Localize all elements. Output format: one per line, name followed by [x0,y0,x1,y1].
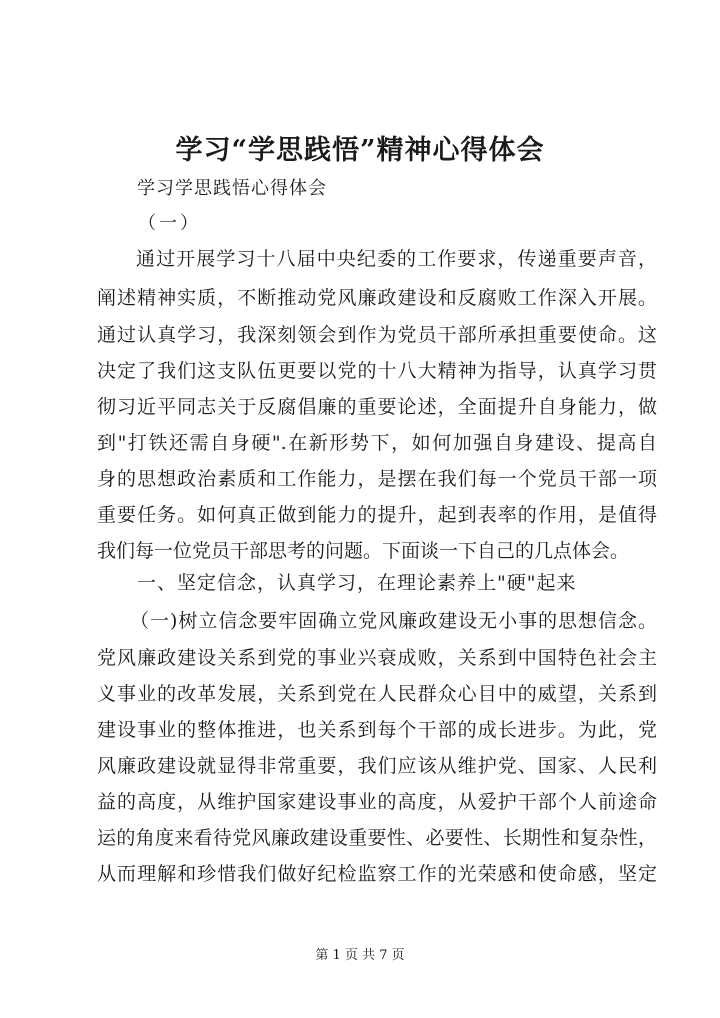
document-subtitle: 学习学思践悟心得体会 [137,178,327,199]
paragraph1-line: 通过开展学习十八届中央纪委的工作要求，传递重要声音， [136,248,657,270]
paragraph1-line: 阐述精神实质，不断推动党风廉政建设和反腐败工作深入开展。 [97,287,657,309]
paragraph1-line: 我们每一位党员干部思考的问题。下面谈一下自己的几点体会。 [97,540,630,562]
page-number: 第 1 页 共 7 页 [315,948,405,963]
paragraph1-line: 身的思想政治素质和工作能力，是摆在我们每一个党员干部一项 [97,468,657,490]
paragraph1-line: 到"打铁还需自身硬".在新形势下，如何加强自身建设、提高自 [97,432,657,454]
paragraph2-line: 益的高度，从维护国家建设事业的高度，从爱护干部个人前途命 [97,791,657,813]
paragraph2-line: 义事业的改革发展，关系到党在人民群众心目中的威望，关系到 [97,683,657,705]
section-heading: 一、坚定信念，认真学习，在理论素养上"硬"起来 [137,572,577,594]
paragraph1-line: 彻习近平同志关于反腐倡廉的重要论述，全面提升自身能力，做 [97,396,657,418]
section-mark: （一） [138,213,201,234]
document-title: 学习“学思践悟”精神心得体会 [175,135,545,166]
paragraph2-line: 风廉政建设就显得非常重要，我们应该从维护党、国家、人民利 [97,755,657,777]
paragraph2-line: 从而理解和珍惜我们做好纪检监察工作的光荣感和使命感，坚定 [97,863,657,885]
paragraph1-line: 通过认真学习，我深刻领会到作为党员干部所承担重要使命。这 [97,324,657,346]
paragraph2-line: 建设事业的整体推进，也关系到每个干部的成长进步。为此，党 [97,719,657,741]
paragraph2-line: （一)树立信念要牢固确立党风廉政建设无小事的思想信念。 [130,610,657,632]
paragraph2-line: 党风廉政建设关系到党的事业兴衰成败，关系到中国特色社会主 [97,647,657,669]
paragraph2-line: 运的角度来看待党风廉政建设重要性、必要性、长期性和复杂性， [97,827,657,849]
paragraph1-line: 重要任务。如何真正做到能力的提升，起到表率的作用，是值得 [97,504,657,526]
paragraph1-line: 决定了我们这支队伍更要以党的十八大精神为指导，认真学习贯 [97,360,657,382]
